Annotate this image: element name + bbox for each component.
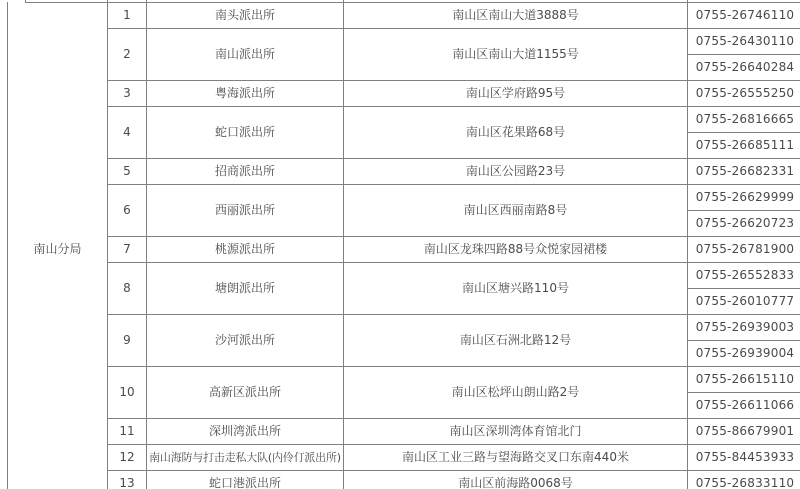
station-address: 南山区龙珠四路88号众悦家园裙楼 xyxy=(344,237,688,263)
station-phone: 0755-26939004 xyxy=(688,341,800,367)
station-phone: 0755-26781900 xyxy=(688,237,800,263)
row-number: 7 xyxy=(108,237,147,263)
station-name: 南头派出所 xyxy=(147,3,344,29)
station-address: 南山区前海路0068号 xyxy=(344,471,688,489)
station-address: 南山区花果路68号 xyxy=(344,107,688,159)
station-phone: 0755-26746110 xyxy=(688,3,800,29)
station-name: 塘朗派出所 xyxy=(147,263,344,315)
station-phone: 0755-26685111 xyxy=(688,133,800,159)
station-phone: 0755-26615110 xyxy=(688,367,800,393)
row-number: 13 xyxy=(108,471,147,489)
table-row xyxy=(8,159,800,185)
table-row xyxy=(8,445,800,471)
table-row xyxy=(8,263,800,289)
row-number: 3 xyxy=(108,81,147,107)
station-phone: 0755-26010777 xyxy=(688,289,800,315)
station-phone: 0755-26682331 xyxy=(688,159,800,185)
station-name: 招商派出所 xyxy=(147,159,344,185)
station-name: 粤海派出所 xyxy=(147,81,344,107)
row-number: 12 xyxy=(108,445,147,471)
row-number: 11 xyxy=(108,419,147,445)
station-phone: 0755-26939003 xyxy=(688,315,800,341)
station-name: 西丽派出所 xyxy=(147,185,344,237)
police-stations-table xyxy=(7,2,800,489)
station-phone: 0755-26555250 xyxy=(688,81,800,107)
table-row xyxy=(8,471,800,489)
station-address: 南山区松坪山朗山路2号 xyxy=(344,367,688,419)
row-number: 5 xyxy=(108,159,147,185)
station-phone: 0755-26640284 xyxy=(688,55,800,81)
table-row xyxy=(8,29,800,55)
station-name: 南山派出所 xyxy=(147,29,344,81)
row-number: 2 xyxy=(108,29,147,81)
table-row xyxy=(8,237,800,263)
station-address: 南山区学府路95号 xyxy=(344,81,688,107)
station-address: 南山区南山大道1155号 xyxy=(344,29,688,81)
station-name: 深圳湾派出所 xyxy=(147,419,344,445)
station-name: 沙河派出所 xyxy=(147,315,344,367)
station-address: 南山区石洲北路12号 xyxy=(344,315,688,367)
table-row xyxy=(8,185,800,211)
station-phone: 0755-86679901 xyxy=(688,419,800,445)
table-row xyxy=(8,315,800,341)
station-name: 南山海防与打击走私大队(内伶仃派出所) xyxy=(147,445,344,471)
row-number: 4 xyxy=(108,107,147,159)
station-address: 南山区公园路23号 xyxy=(344,159,688,185)
station-phone: 0755-26552833 xyxy=(688,263,800,289)
table-row xyxy=(8,367,800,393)
station-address: 南山区南山大道3888号 xyxy=(344,3,688,29)
station-address: 南山区深圳湾体育馆北门 xyxy=(344,419,688,445)
station-name: 蛇口港派出所 xyxy=(147,471,344,489)
station-phone: 0755-26430110 xyxy=(688,29,800,55)
row-number: 6 xyxy=(108,185,147,237)
station-address: 南山区西丽南路8号 xyxy=(344,185,688,237)
table-row xyxy=(8,81,800,107)
station-address: 南山区工业三路与望海路交叉口东南440米 xyxy=(344,445,688,471)
row-number: 1 xyxy=(108,3,147,29)
row-number: 8 xyxy=(108,263,147,315)
station-phone: 0755-26620723 xyxy=(688,211,800,237)
table-row xyxy=(8,107,800,133)
table-row xyxy=(8,3,800,29)
bureau-cell: 南山分局 xyxy=(8,3,108,489)
row-number: 9 xyxy=(108,315,147,367)
station-phone: 0755-26611066 xyxy=(688,393,800,419)
station-name: 高新区派出所 xyxy=(147,367,344,419)
station-phone: 0755-84453933 xyxy=(688,445,800,471)
station-phone: 0755-26833110 xyxy=(688,471,800,489)
table-row xyxy=(8,419,800,445)
station-phone: 0755-26816665 xyxy=(688,107,800,133)
station-name: 蛇口派出所 xyxy=(147,107,344,159)
crop-artifact xyxy=(8,2,25,4)
row-number: 10 xyxy=(108,367,147,419)
station-address: 南山区塘兴路110号 xyxy=(344,263,688,315)
station-name: 桃源派出所 xyxy=(147,237,344,263)
station-phone: 0755-26629999 xyxy=(688,185,800,211)
